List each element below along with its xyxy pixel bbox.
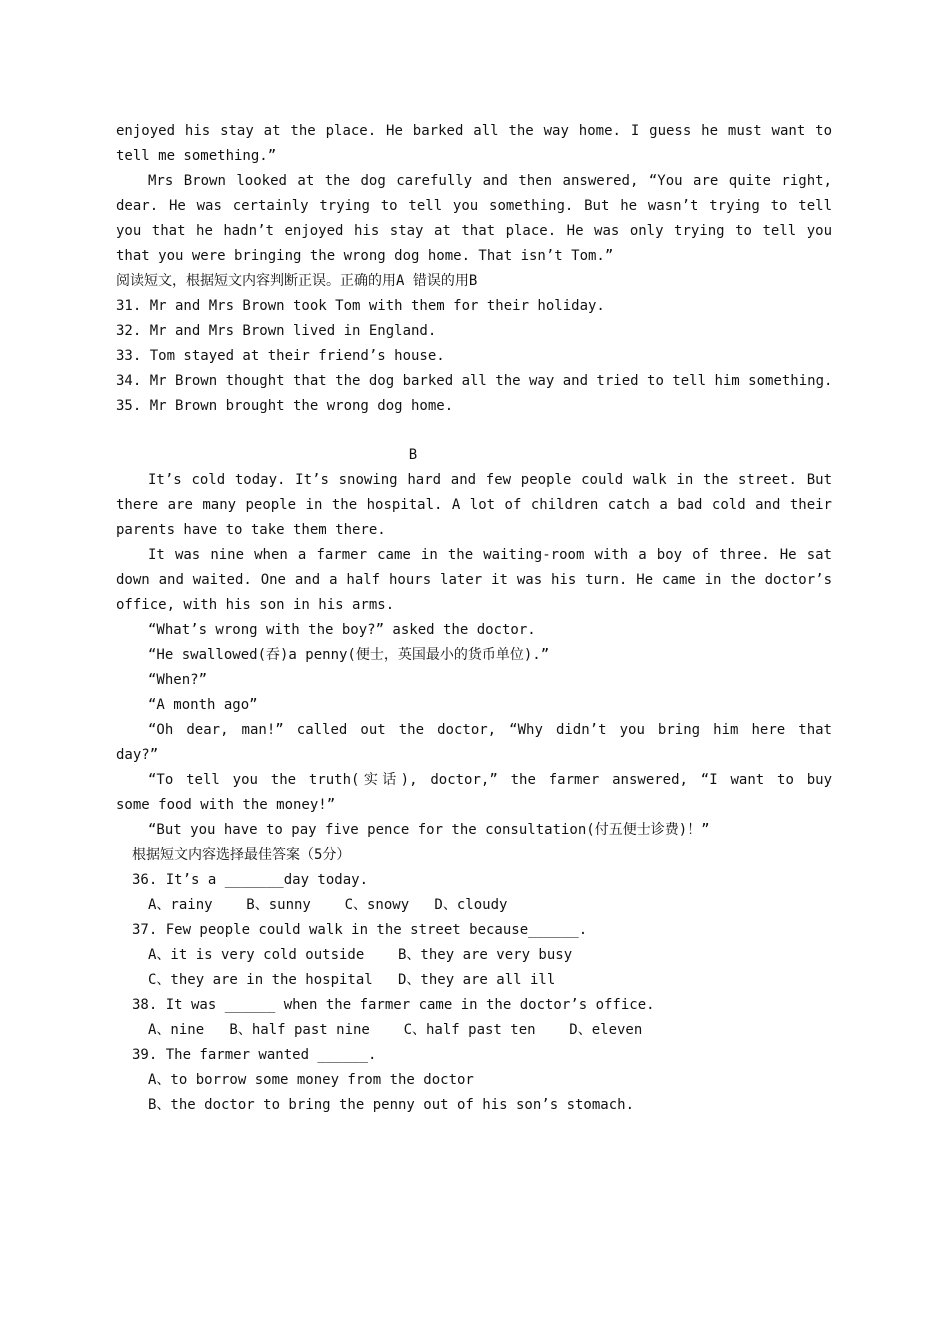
passage-b-line: down and waited. One and a half hours later it was his turn. He came in the doctor’s — [116, 572, 832, 588]
passage-b-line: office, with his son in his arms. — [116, 597, 395, 613]
dialogue-line: “To tell you the truth(实话), doctor,” the farmer answered, “I want to buy — [148, 772, 832, 788]
question-39: 39. The farmer wanted ______. — [132, 1047, 377, 1063]
passage-b-line: there are many people in the hospital. A lot of children catch a bad cold and their — [116, 497, 832, 513]
question-37-options: C、they are in the hospital D、they are all ill — [148, 972, 556, 988]
passage-line: you that he hadn’t enjoyed his stay at that place. He was only trying to tell you — [116, 223, 832, 239]
question-38: 38. It was ______ when the farmer came in the doctor’s office. — [132, 997, 655, 1013]
question-39-option-b: B、the doctor to bring the penny out of his son’s stomach. — [148, 1097, 635, 1113]
dialogue-line: “He swallowed(吞)a penny(便士，英国最小的货币单位).” — [148, 647, 550, 663]
dialogue-line: day?” — [116, 747, 159, 763]
question-33: 33. Tom stayed at their friend’s house. — [116, 348, 445, 364]
dialogue-line: “But you have to pay five pence for the consultation(付五便士诊费)！” — [148, 822, 710, 838]
passage-b-line: parents have to take them there. — [116, 522, 386, 538]
question-34: 34. Mr Brown thought that the dog barked all the way and tried to tell him something. — [116, 373, 833, 389]
question-32: 32. Mr and Mrs Brown lived in England. — [116, 323, 437, 339]
instruction-multiple-choice: 根据短文内容选择最佳答案（5分） — [132, 847, 351, 863]
question-39-option-a: A、to borrow some money from the doctor — [148, 1072, 474, 1088]
dialogue-line: some food with the money!” — [116, 797, 336, 813]
question-38-options: A、nine B、half past nine C、half past ten D、eleven — [148, 1022, 643, 1038]
instruction-true-false: 阅读短文，根据短文内容判断正误。正确的用A 错误的用B — [116, 273, 478, 289]
question-36-options: A、rainy B、sunny C、snowy D、cloudy — [148, 897, 508, 913]
passage-line: Mrs Brown looked at the dog carefully and then answered, “You are quite right, — [148, 173, 832, 189]
dialogue-line: “Oh dear, man!” called out the doctor, “Why didn’t you bring him here that — [148, 722, 832, 738]
passage-line: dear. He was certainly trying to tell you something. But he wasn’t trying to tell — [116, 198, 832, 214]
passage-line: enjoyed his stay at the place. He barked all the way home. I guess he must want to — [116, 123, 832, 139]
question-37-options: A、it is very cold outside B、they are very busy — [148, 947, 573, 963]
question-36: 36. It’s a _______day today. — [132, 872, 369, 888]
question-37: 37. Few people could walk in the street because______. — [132, 922, 588, 938]
question-31: 31. Mr and Mrs Brown took Tom with them for their holiday. — [116, 298, 605, 314]
passage-b-line: It’s cold today. It’s snowing hard and few people could walk in the street. But — [148, 472, 832, 488]
passage-b-line: It was nine when a farmer came in the waiting-room with a boy of three. He sat — [148, 547, 832, 563]
section-heading-b: B — [408, 447, 418, 463]
question-35: 35. Mr Brown brought the wrong dog home. — [116, 398, 454, 414]
passage-line: that you were bringing the wrong dog home. That isn’t Tom.” — [116, 248, 614, 264]
dialogue-line: “What’s wrong with the boy?” asked the doctor. — [148, 622, 536, 638]
dialogue-line: “A month ago” — [148, 697, 258, 713]
dialogue-line: “When?” — [148, 672, 208, 688]
passage-line: tell me something.” — [116, 148, 277, 164]
